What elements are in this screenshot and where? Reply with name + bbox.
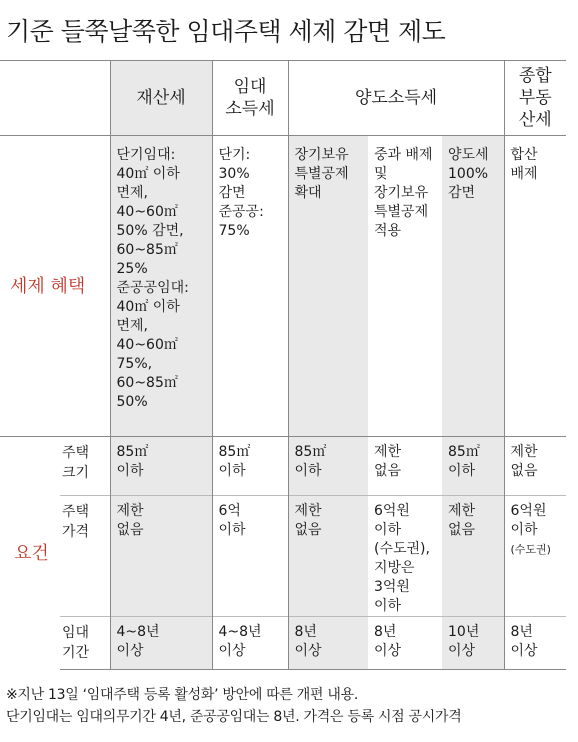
cell-text: 이하: [374, 598, 402, 614]
cell-text: 이하: [218, 463, 246, 479]
header-text: 소득세: [225, 99, 275, 119]
section-label-requirements: 요건: [14, 542, 49, 564]
cell-text: 없음: [510, 463, 538, 479]
tax-benefit-table: [0, 60, 566, 670]
cell-text: 40~60㎡: [116, 204, 178, 220]
cell-text: 단기임대:: [116, 147, 176, 163]
cell-text: 40~60㎡: [116, 337, 178, 353]
requirement-label-price: [60, 496, 110, 617]
cell-text: 이상: [510, 643, 538, 659]
footnote: [6, 684, 461, 728]
label-text: 주택: [62, 504, 90, 520]
cell-text: 85㎡: [448, 444, 480, 460]
req-size-c4: [368, 437, 442, 496]
req-period-c2: [212, 617, 288, 670]
cell-text: 40㎡ 이하: [116, 166, 180, 182]
cell-text: 이상: [218, 643, 246, 659]
cell-text: 8년: [374, 624, 397, 640]
req-size-c3: [288, 437, 368, 496]
cell-text: 4~8년: [116, 624, 160, 640]
cell-text: 이하: [294, 463, 322, 479]
cell-text: (수도권),: [374, 541, 430, 557]
benefit-cell-capital-gains-exemption: [442, 136, 504, 437]
footnote-line: 단기임대는 임대의무기간 4년, 준공공임대는 8년. 가격은 등록 시점 공시가격: [6, 709, 462, 725]
req-period-c1: [110, 617, 212, 670]
cell-text: 준공공:: [218, 204, 264, 220]
cell-text: 10년: [448, 624, 480, 640]
cell-text: 50% 감면,: [116, 223, 184, 239]
label-text: 가격: [62, 524, 90, 540]
label-text: 주택: [62, 445, 90, 461]
cell-text: 6억원: [510, 503, 547, 519]
cell-text: 40㎡ 이하: [116, 299, 180, 315]
cell-text: 8년: [294, 624, 317, 640]
req-period-c5: [442, 617, 504, 670]
section-label-benefit: 세제 혜택: [0, 136, 110, 437]
cell-note: (수도권): [510, 543, 551, 556]
label-text: 크기: [62, 465, 90, 481]
req-size-c1: [110, 437, 212, 496]
header-text: 재산세: [136, 88, 186, 108]
cell-text: 단기:: [218, 147, 251, 163]
cell-text: 이상: [294, 643, 322, 659]
header-text: 양도소득세: [354, 88, 438, 108]
cell-text: 제한: [510, 444, 538, 460]
cell-text: 배제: [510, 166, 538, 182]
req-period-c6: [504, 617, 566, 670]
req-price-c1: [110, 496, 212, 617]
cell-text: 중과 배제: [374, 147, 433, 163]
cell-text: 4~8년: [218, 624, 262, 640]
cell-text: 없음: [294, 522, 322, 538]
header-text: 종합: [518, 66, 552, 86]
req-period-c3: [288, 617, 368, 670]
cell-text: 제한: [294, 503, 322, 519]
cell-text: 특별공제: [294, 166, 349, 182]
requirement-row-size: [0, 437, 566, 496]
benefit-row: [0, 136, 566, 437]
cell-text: 60~85㎡: [116, 375, 178, 391]
cell-text: 감면: [448, 185, 476, 201]
cell-text: 25%: [116, 261, 148, 277]
cell-text: 합산: [510, 147, 538, 163]
cell-text: 6억: [218, 503, 241, 519]
cell-text: 이상: [374, 643, 402, 659]
cell-text: 이하: [116, 463, 144, 479]
req-period-c4: [368, 617, 442, 670]
req-size-c2: [212, 437, 288, 496]
cell-text: 75%,: [116, 356, 153, 372]
cell-text: 100%: [448, 166, 489, 182]
req-price-c6: [504, 496, 566, 617]
col-header-capital-gains-tax: [288, 61, 504, 136]
page-title: 기준 들쭉날쭉한 임대주택 세제 감면 제도: [6, 17, 446, 46]
cell-text: 이상: [448, 643, 476, 659]
cell-text: 이하: [218, 522, 246, 538]
req-price-c2: [212, 496, 288, 617]
header-text: 산세: [518, 110, 552, 130]
benefit-cell-long-term-deduction: [288, 136, 368, 437]
requirement-row-price: [0, 496, 566, 617]
cell-text: 이하: [448, 463, 476, 479]
cell-text: 및: [374, 166, 388, 182]
label-text: 기간: [62, 645, 90, 661]
cell-text: 없음: [448, 522, 476, 538]
cell-text: 60~85㎡: [116, 242, 178, 258]
cell-text: 장기보유: [294, 147, 349, 163]
benefit-cell-aggregation-exclusion: [504, 136, 566, 437]
benefit-cell-rental-income-tax: [212, 136, 288, 437]
cell-text: 준공공임대:: [116, 280, 189, 296]
cell-text: 면제,: [116, 318, 148, 334]
cell-text: 85㎡: [218, 444, 251, 460]
cell-text: 지방은: [374, 560, 415, 576]
cell-text: 면제,: [116, 185, 148, 201]
header-row: [0, 61, 566, 136]
requirement-row-period: [0, 617, 566, 670]
cell-text: 85㎡: [294, 444, 327, 460]
col-header-rental-income-tax: [212, 61, 288, 136]
header-blank: [0, 61, 110, 136]
cell-text: 감면: [218, 185, 246, 201]
col-header-property-tax: [110, 61, 212, 136]
req-size-c6: [504, 437, 566, 496]
cell-text: 제한: [116, 503, 144, 519]
requirement-label-period: [60, 617, 110, 670]
cell-text: 양도세: [448, 147, 489, 163]
cell-text: 이상: [116, 643, 144, 659]
req-price-c4: [368, 496, 442, 617]
cell-text: 없음: [374, 463, 402, 479]
footnote-line: ※지난 13일 ‘임대주택 등록 활성화’ 방안에 따른 개편 내용.: [6, 687, 359, 703]
cell-text: 장기보유: [374, 185, 429, 201]
benefit-cell-heavy-tax-exclusion: [368, 136, 442, 437]
header-text: 부동: [518, 88, 552, 108]
cell-text: 확대: [294, 185, 322, 201]
cell-text: 75%: [218, 223, 250, 239]
cell-text: 제한: [374, 444, 402, 460]
cell-text: 이하: [510, 522, 538, 538]
benefit-cell-property-tax: [110, 136, 212, 437]
req-price-c3: [288, 496, 368, 617]
cell-text: 8년: [510, 624, 533, 640]
req-price-c5: [442, 496, 504, 617]
cell-text: 특별공제: [374, 204, 429, 220]
req-size-c5: [442, 437, 504, 496]
requirement-label-size: [60, 437, 110, 496]
cell-text: 적용: [374, 223, 402, 239]
cell-text: 30%: [218, 166, 250, 182]
label-text: 임대: [62, 625, 90, 641]
cell-text: 85㎡: [116, 444, 149, 460]
cell-text: 이하: [374, 522, 402, 538]
cell-text: 3억원: [374, 579, 410, 595]
col-header-comprehensive-real-estate-tax: [504, 61, 566, 136]
header-text: 임대: [233, 77, 267, 97]
cell-text: 6억원: [374, 503, 410, 519]
cell-text: 제한: [448, 503, 476, 519]
cell-text: 50%: [116, 394, 148, 410]
cell-text: 없음: [116, 522, 144, 538]
